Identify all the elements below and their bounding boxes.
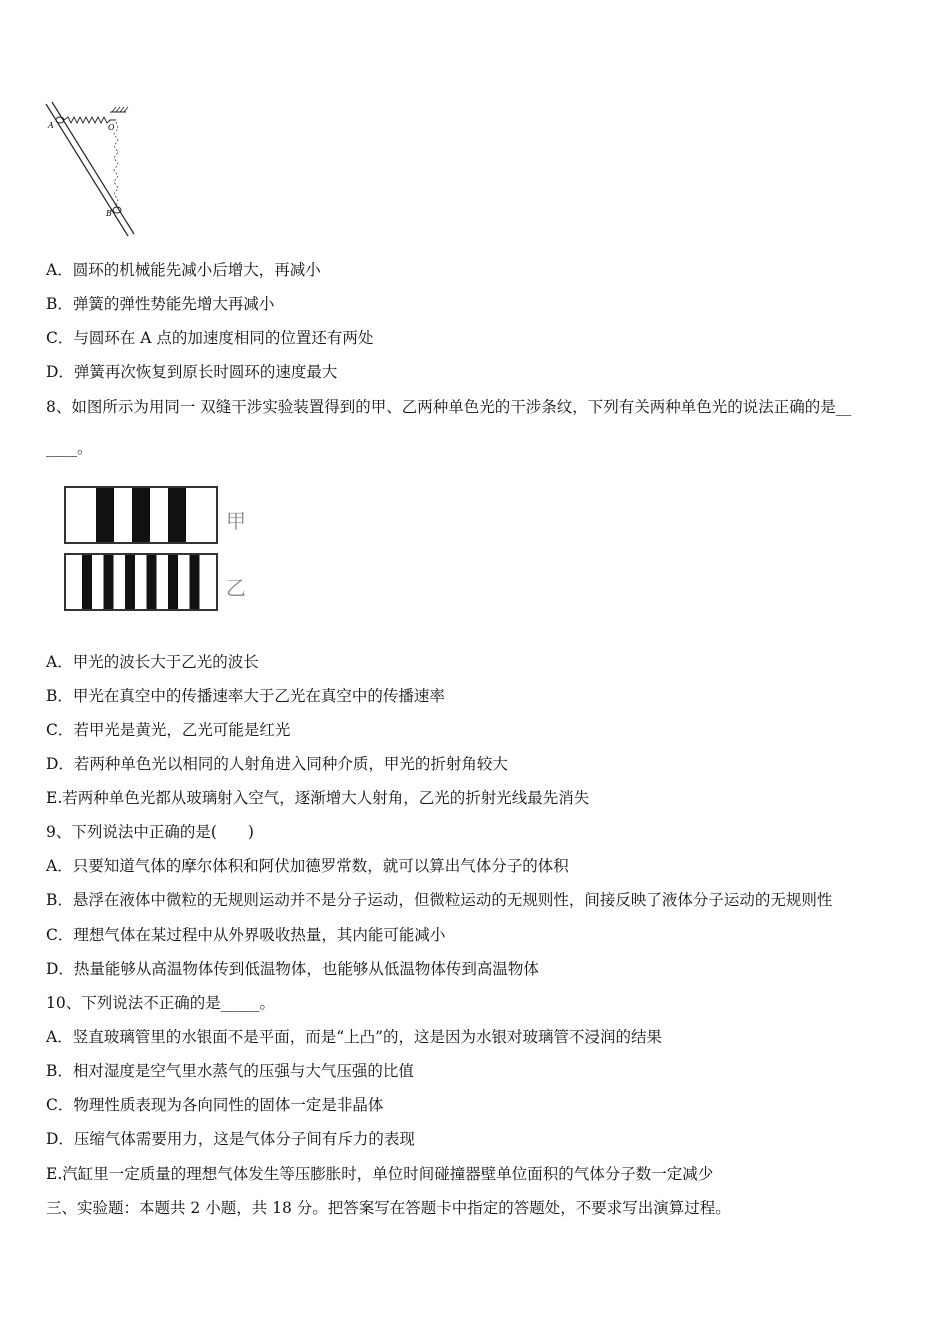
q10-option-a: A．竖直玻璃管里的水银面不是平面，而是“上凸”的，这是因为水银对玻璃管不浸润的结果 (46, 1028, 663, 1046)
q7-option-d: D．弹簧再次恢复到原长时圆环的速度最大 (46, 363, 338, 381)
q8-stem-line2: ____。 (46, 439, 93, 457)
label-a: A (48, 121, 54, 130)
label-b: B (106, 209, 112, 218)
q8-stem-line1: 8、如图所示为用同一 双缝干涉实验装置得到的甲、乙两种单色光的干涉条纹，下列有关两种单色光的说法正确的是__ (46, 398, 852, 416)
q7-option-c: C．与圆环在 A 点的加速度相同的位置还有两处 (46, 329, 374, 347)
jia-fringes (96, 488, 186, 542)
dark-fringe (125, 555, 135, 609)
q10-stem: 10、下列说法不正确的是_____。 (46, 994, 275, 1012)
dark-fringe (147, 555, 157, 609)
q8-option-a: A．甲光的波长大于乙光的波长 (46, 653, 259, 671)
q9-stem: 9、下列说法中正确的是( ) (46, 823, 254, 841)
q9-option-b: B．悬浮在液体中微粒的无规则运动并不是分子运动，但微粒运动的无规则性，间接反映了液体分子运动的无规则性 (46, 891, 833, 909)
spring-rod-figure (40, 98, 140, 240)
label-yi: 乙 (226, 576, 246, 600)
q10-option-b: B．相对湿度是空气里水蒸气的压强与大气压强的比值 (46, 1062, 414, 1080)
q9-option-a: A．只要知道气体的摩尔体积和阿伏加德罗常数，就可以算出气体分子的体积 (46, 857, 569, 875)
dark-fringe (168, 555, 178, 609)
q9-option-d: D．热量能够从高温物体传到低温物体，也能够从低温物体传到高温物体 (46, 960, 539, 978)
q8-option-c: C．若甲光是黄光，乙光可能是红光 (46, 721, 291, 739)
dark-fringe (190, 555, 200, 609)
q9-option-c: C．理想气体在某过程中从外界吸收热量，其内能可能减小 (46, 926, 446, 944)
q10-option-e: E.汽缸里一定质量的理想气体发生等压膨胀时，单位时间碰撞器壁单位面积的气体分子数一定减少 (46, 1165, 714, 1183)
dark-fringe (132, 488, 150, 542)
section-3-heading: 三、实验题：本题共 2 小题，共 18 分。把答案写在答题卡中指定的答题处，不要求写出演算过程。 (46, 1199, 731, 1217)
dark-fringe (168, 488, 186, 542)
q8-option-d: D．若两种单色光以相同的人射角进入同种介质，甲光的折射角较大 (46, 755, 508, 773)
dark-fringe (82, 555, 92, 609)
dark-fringe (96, 488, 114, 542)
label-jia: 甲 (226, 509, 246, 533)
q7-option-a: A．圆环的机械能先减小后增大，再减小 (46, 261, 321, 279)
q7-option-b: B．弹簧的弹性势能先增大再减小 (46, 295, 275, 313)
dark-fringe (104, 555, 114, 609)
q10-option-d: D．压缩气体需要用力，这是气体分子间有斥力的表现 (46, 1130, 415, 1148)
label-o: O (108, 123, 115, 132)
q10-option-c: C．物理性质表现为各向同性的固体一定是非晶体 (46, 1096, 384, 1114)
q8-option-b: B．甲光在真空中的传播速率大于乙光在真空中的传播速率 (46, 687, 445, 705)
q8-option-e: E.若两种单色光都从玻璃射入空气，逐渐增大人射角，乙光的折射光线最先消失 (46, 789, 590, 807)
